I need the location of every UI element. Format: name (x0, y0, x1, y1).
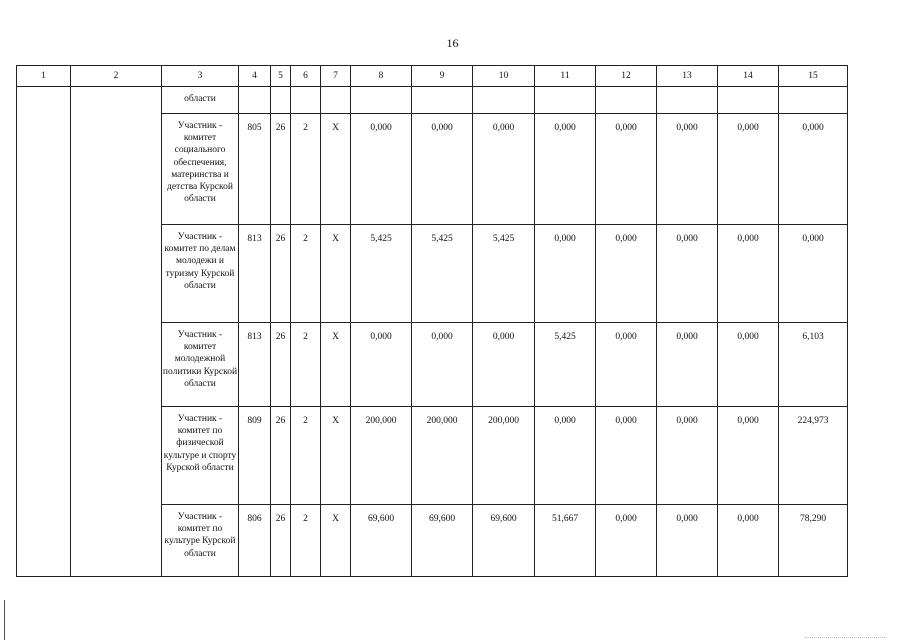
table-cell: 809 (239, 407, 271, 505)
table-cell: 5,425 (535, 323, 596, 407)
table-cell: 6,103 (779, 323, 848, 407)
table-cell: 805 (239, 114, 271, 225)
column-header: 7 (321, 66, 351, 87)
table-cell: Х (321, 114, 351, 225)
column-header: 12 (596, 66, 657, 87)
table-cell: 0,000 (718, 114, 779, 225)
table-cell: 813 (239, 225, 271, 323)
table-cell: 0,000 (596, 114, 657, 225)
column-header: 11 (535, 66, 596, 87)
table-cell: 51,667 (535, 505, 596, 577)
table-cell: 0,000 (596, 505, 657, 577)
table-cell: 200,000 (351, 407, 412, 505)
table-cell: 224,973 (779, 407, 848, 505)
table-cell: 0,000 (473, 114, 535, 225)
table-cell: 0,000 (718, 407, 779, 505)
table-cell: Х (321, 323, 351, 407)
column-header: 13 (657, 66, 718, 87)
table-cell: 0,000 (657, 225, 718, 323)
table-cell: Х (321, 505, 351, 577)
table-cell: 200,000 (412, 407, 473, 505)
table-cell: Х (321, 225, 351, 323)
participant-name: Участник - комитет по культуре Курской области (162, 505, 239, 577)
participant-name: Участник - комитет по физической культуре и спорту Курской области (162, 407, 239, 505)
table-cell: 0,000 (718, 225, 779, 323)
table-cell: Х (321, 407, 351, 505)
merged-cell-col1 (17, 87, 71, 577)
table-cell: 26 (271, 407, 291, 505)
column-header: 9 (412, 66, 473, 87)
table-cell: 0,000 (596, 225, 657, 323)
table-cell: 0,000 (779, 114, 848, 225)
table-cell: 69,600 (412, 505, 473, 577)
column-header: 2 (71, 66, 162, 87)
table-cell: 0,000 (535, 407, 596, 505)
scan-artifact (805, 633, 885, 638)
column-header: 10 (473, 66, 535, 87)
column-header: 14 (718, 66, 779, 87)
table-cell: 0,000 (535, 114, 596, 225)
table-cell: 0,000 (351, 114, 412, 225)
table-cell: 0,000 (718, 505, 779, 577)
column-header: 3 (162, 66, 239, 87)
table-cell: 2 (291, 407, 321, 505)
table-cell: 0,000 (657, 114, 718, 225)
participant-name: Участник - комитет молодежной политики Курской области (162, 323, 239, 407)
participant-name: Участник - комитет по делам молодежи и туризму Курской области (162, 225, 239, 323)
table-cell: 0,000 (351, 323, 412, 407)
table-cell: 0,000 (596, 407, 657, 505)
table-cell: 0,000 (473, 323, 535, 407)
table-cell: 0,000 (657, 505, 718, 577)
budget-table (16, 65, 848, 577)
table-cell: 2 (291, 114, 321, 225)
table-cell: 0,000 (596, 323, 657, 407)
table-cell: 5,425 (473, 225, 535, 323)
column-header: 6 (291, 66, 321, 87)
table-cell: 26 (271, 323, 291, 407)
table-cell: 0,000 (779, 225, 848, 323)
table-cell: 0,000 (718, 323, 779, 407)
column-header: 8 (351, 66, 412, 87)
table-cell: 26 (271, 505, 291, 577)
column-header: 1 (17, 66, 71, 87)
table-cell: 0,000 (412, 114, 473, 225)
merged-cell-col2 (71, 87, 162, 577)
table-cell: 2 (291, 505, 321, 577)
table-cell: 0,000 (657, 407, 718, 505)
table-cell: 0,000 (657, 323, 718, 407)
table-cell: 2 (291, 323, 321, 407)
table-cell: 78,290 (779, 505, 848, 577)
header-row (17, 66, 848, 87)
column-header: 5 (271, 66, 291, 87)
table-cell: 2 (291, 225, 321, 323)
continuation-row (17, 87, 848, 114)
table-cell: 0,000 (535, 225, 596, 323)
page-number: 16 (446, 36, 459, 50)
table-cell: 0,000 (412, 323, 473, 407)
column-header: 15 (779, 66, 848, 87)
table-cell: 813 (239, 323, 271, 407)
table-cell: 69,600 (473, 505, 535, 577)
table-cell: 5,425 (351, 225, 412, 323)
table-cell: 69,600 (351, 505, 412, 577)
table-cell: 806 (239, 505, 271, 577)
table-cell: 200,000 (473, 407, 535, 505)
scan-margin-line (4, 600, 5, 640)
participant-name: Участник - комитет социального обеспечения, материнства и детства Курской области (162, 114, 239, 225)
table-cell: 5,425 (412, 225, 473, 323)
table-cell: 26 (271, 114, 291, 225)
continuation-text: области (162, 87, 239, 114)
table-cell: 26 (271, 225, 291, 323)
column-header: 4 (239, 66, 271, 87)
